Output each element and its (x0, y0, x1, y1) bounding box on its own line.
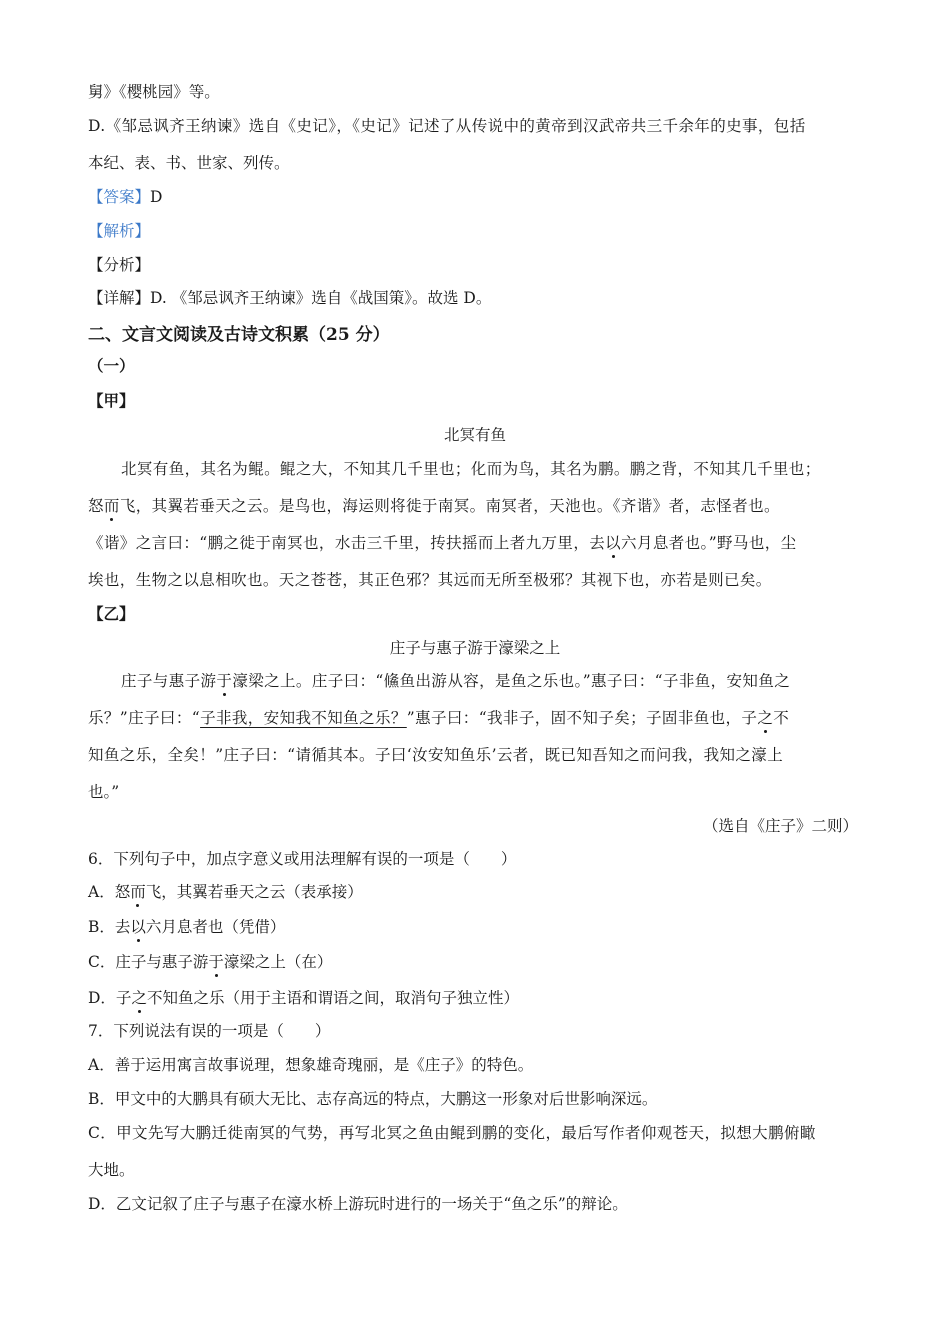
text-run: 《谐》之言曰：“鹏之徙于南冥也，水击三千里，抟扶摇而上者九万里，去 (88, 534, 606, 552)
section-part: （一） (88, 356, 135, 375)
text-run: 乐？”庄子曰：“ (88, 709, 201, 727)
question-6-option-a (88, 880, 363, 902)
text-run: 濠梁之上。庄子曰：“鯈鱼出游从容，是鱼之乐也。”惠子曰：“子非鱼，安知鱼之 (232, 672, 791, 690)
dotted-char: 于 (208, 950, 224, 972)
dotted-char: 之 (757, 706, 773, 728)
passage-jia-line (88, 531, 797, 553)
text-run: 不 (773, 709, 790, 727)
passage-jia-line: 北冥有鱼，其名为鲲。鲲之大，不知其几千里也；化而为鸟，其名为鹏。鹏之背，不知其几千里也； (121, 460, 821, 478)
passage-yi-title: 庄子与惠子游于濠梁之上 (389, 639, 561, 657)
question-6-option-d (88, 986, 519, 1008)
passage-yi-line: 也。” (88, 783, 120, 801)
passage-source: （选自《庄子》二则） (702, 817, 858, 835)
dotted-char: 之 (131, 986, 147, 1008)
answer-label: 【答案】 (88, 188, 151, 206)
text-run: 六月息者也（凭借） (145, 918, 286, 936)
question-7-option-c: C．甲文先写大鹏迁徙南冥的气势，再写北冥之鱼由鲲到鹏的变化，最后写作者仰观苍天，拟想大鹏俯瞰 (88, 1124, 816, 1142)
text-run: 飞，其翼若垂天之云。是鸟也，海运则将徙于南冥。南冥者，天池也。《齐谐》者，志怪者也。 (119, 497, 780, 515)
underlined-sentence: 子非我，安知我不知鱼之乐？ (200, 709, 407, 727)
text-run: 庄子与惠子游 (121, 672, 217, 690)
text-run: 不知鱼之乐（用于主语和谓语之间，取消句子独立性） (146, 989, 519, 1007)
question-7-option-c-cont: 大地。 (88, 1161, 135, 1179)
dotted-char: 以 (605, 531, 621, 553)
answer-line (88, 185, 162, 207)
dotted-char: 以 (130, 915, 146, 937)
prev-option-d-line1: D.《邹忌讽齐王纳谏》选自《史记》，《史记》记述了从传说中的黄帝到汉武帝共三千余年的史事，包括 (88, 117, 806, 135)
passage-yi-line: 知鱼之乐，全矣！”庄子曰：“请循其本。子曰‘汝安知鱼乐’云者，既已知吾知之而问我，我知之濠上 (88, 746, 784, 764)
detail-line: 【详解】D. 《邹忌讽齐王纳谏》选自《战国策》。故选 D。 (88, 289, 492, 307)
question-7-stem: 7．下列说法有误的一项是（ ） (88, 1022, 331, 1040)
question-6-stem: 6．下列句子中，加点字意义或用法理解有误的一项是（ ） (88, 850, 517, 868)
question-7-option-a: A．善于运用寓言故事说理，想象雄奇瑰丽，是《庄子》的特色。 (88, 1056, 534, 1074)
text-run: C．庄子与惠子游 (88, 953, 209, 971)
dotted-char: 于 (216, 669, 232, 691)
passage-yi-line (88, 706, 789, 728)
question-6-option-c (88, 950, 332, 972)
passage-yi-line (121, 669, 790, 691)
passage-jia-line (88, 494, 780, 516)
section-heading: 二、文言文阅读及古诗文积累（25 分） (88, 325, 390, 345)
passage-jia-line: 埃也，生物之以息相吹也。天之苍苍，其正色邪？其远而无所至极邪？其视下也，亦若是则已矣。 (88, 571, 772, 589)
prev-option-d-line2: 本纪、表、书、世家、列传。 (88, 154, 290, 172)
passage-yi-label: 【乙】 (88, 604, 135, 623)
question-6-option-b (88, 915, 285, 937)
text-run: 濠梁之上（在） (223, 953, 333, 971)
passage-jia-label: 【甲】 (88, 391, 135, 410)
dotted-char: 而 (104, 494, 120, 516)
dotted-char: 而 (130, 880, 146, 902)
text-run: 六月息者也。”野马也，尘 (621, 534, 797, 552)
text-run: D．子 (88, 989, 132, 1007)
question-7-option-b: B．甲文中的大鹏具有硕大无比、志存高远的特点，大鹏这一形象对后世影响深远。 (88, 1090, 658, 1108)
question-7-option-d: D．乙文记叙了庄子与惠子在濠水桥上游玩时进行的一场关于“鱼之乐”的辩论。 (88, 1195, 628, 1213)
text-run: ”惠子曰：“我非子，固不知子矣；子固非鱼也，子 (406, 709, 758, 727)
text-run: B．去 (88, 918, 131, 936)
answer-value: D (150, 188, 163, 206)
fenxi-label: 【分析】 (88, 256, 151, 274)
analysis-label: 【解析】 (88, 222, 151, 240)
passage-jia-title: 北冥有鱼 (443, 426, 506, 444)
text-run: 飞，其翼若垂天之云（表承接） (145, 883, 363, 901)
text-run: A．怒 (88, 883, 131, 901)
prev-line: 舅》《樱桃园》等。 (88, 83, 220, 101)
text-run: 怒 (88, 497, 104, 515)
